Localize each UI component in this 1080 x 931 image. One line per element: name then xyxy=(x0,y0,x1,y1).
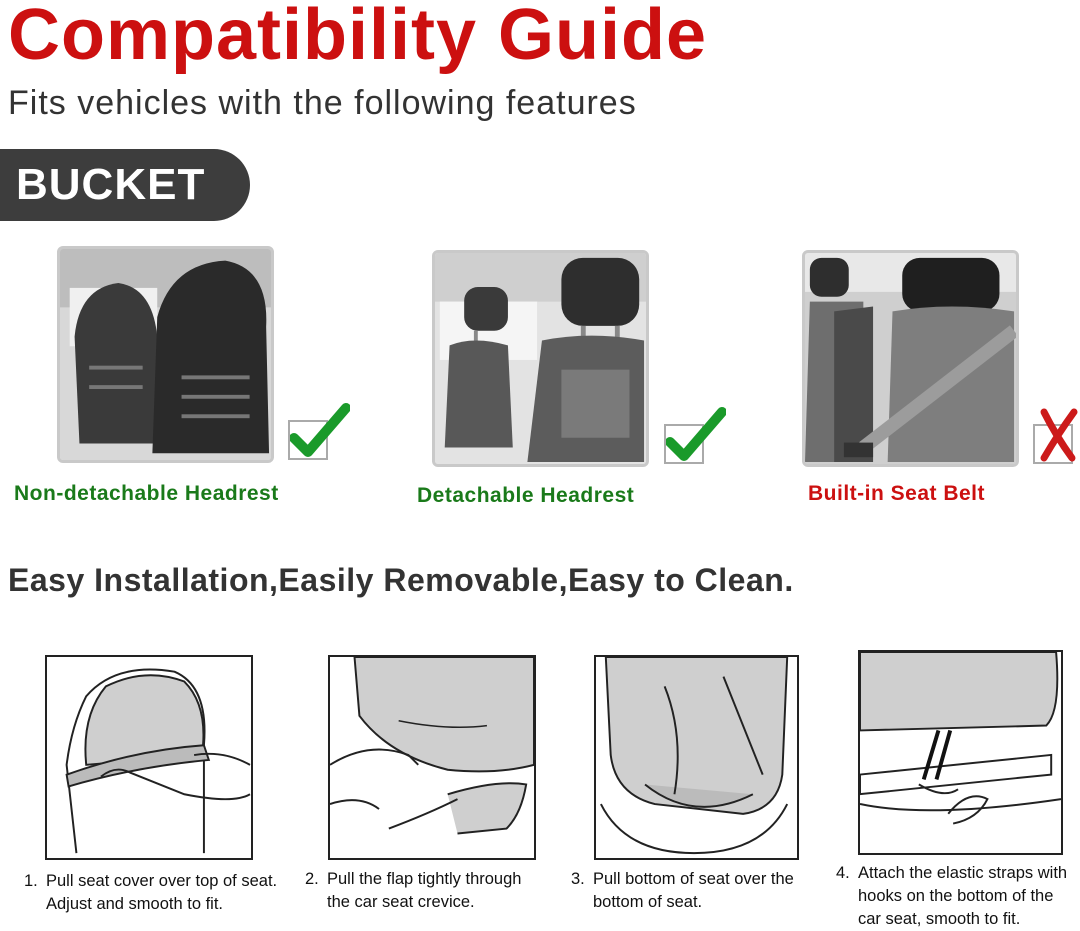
step-3-text: Pull bottom of seat over the bottom of seat. xyxy=(593,870,794,911)
step-3-caption xyxy=(571,868,821,914)
step-4-illustration xyxy=(858,650,1063,855)
detachable-headrest-photo xyxy=(432,250,649,467)
step-3-number: 3. xyxy=(571,870,585,888)
page-subtitle: Fits vehicles with the following features xyxy=(8,84,637,122)
non-detachable-headrest-photo xyxy=(57,246,274,463)
step-1-number: 1. xyxy=(24,872,38,890)
step-4-text: Attach the elastic straps with hooks on the bottom of the car seat, smooth to fit. xyxy=(858,864,1068,928)
installation-heading: Easy Installation,Easily Removable,Easy to Clean. xyxy=(8,562,794,598)
seat-type-badge: BUCKET xyxy=(0,149,250,221)
check-icon xyxy=(290,402,350,464)
feature-label-non-detachable-headrest: Non-detachable Headrest xyxy=(14,482,279,505)
step-3-illustration xyxy=(594,655,799,860)
step-4-caption xyxy=(836,862,1076,931)
page-title: Compatibility Guide xyxy=(8,0,708,75)
step-2-caption xyxy=(305,868,545,914)
step-2-illustration xyxy=(328,655,536,860)
step-2-number: 2. xyxy=(305,870,319,888)
cross-icon xyxy=(1036,406,1080,464)
check-icon xyxy=(666,406,726,468)
feature-label-detachable-headrest: Detachable Headrest xyxy=(417,484,635,507)
step-2-text: Pull the flap tightly through the car seat crevice. xyxy=(327,870,522,911)
step-4-number: 4. xyxy=(836,864,850,882)
step-1-illustration xyxy=(45,655,253,860)
feature-label-built-in-seat-belt: Built-in Seat Belt xyxy=(808,482,986,505)
step-1-caption xyxy=(24,870,299,916)
step-1-text: Pull seat cover over top of seat. Adjust and smooth to fit. xyxy=(46,872,278,913)
built-in-seat-belt-photo xyxy=(802,250,1019,467)
